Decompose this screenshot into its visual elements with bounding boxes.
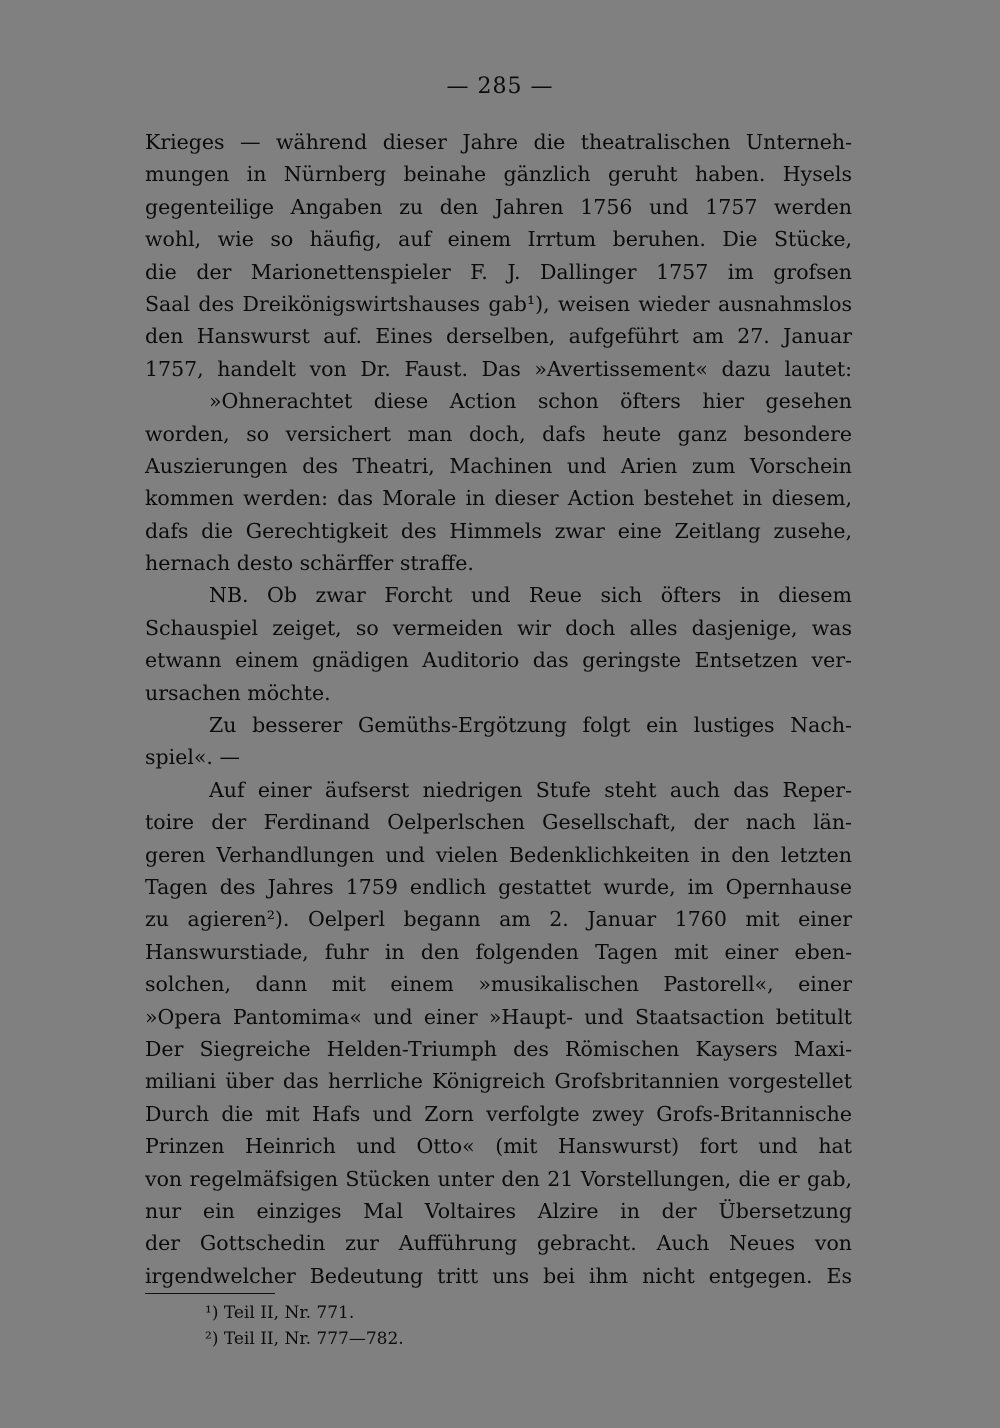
text-line: Hanswurstiade, fuhr in den folgenden Tagen mit einer eben- xyxy=(145,939,852,964)
footnotes xyxy=(205,1300,404,1352)
text-line: Schauspiel zeiget, so vermeiden wir doch alles dasjenige, was xyxy=(145,615,852,640)
text-line: toire der Ferdinand Oelperlschen Gesellschaft, der nach län- xyxy=(145,810,852,835)
text-line: NB. Ob zwar Forcht und Reue sich öfters in diesem xyxy=(209,583,852,608)
text-line: wohl, wie so häufig, auf einem Irrtum beruhen. Die Stücke, xyxy=(145,227,852,252)
text-line: irgendwelcher Bedeutung tritt uns bei ihm nicht entgegen. Es xyxy=(145,1263,852,1288)
footnote: ²) Teil II, Nr. 777—782. xyxy=(205,1329,404,1349)
text-line: Zu besserer Gemüths-Ergötzung folgt ein lustiges Nach- xyxy=(209,713,852,738)
text-line: nur ein einziges Mal Voltaires Alzire in der Übersetzung xyxy=(145,1198,852,1223)
footnote-separator xyxy=(145,1293,275,1294)
text-line: der Gottschedin zur Aufführung gebracht. Auch Neues von xyxy=(145,1231,852,1256)
body-text xyxy=(145,126,852,1292)
text-line: worden, so versichert man doch, dafs heute ganz besondere xyxy=(145,421,852,446)
text-line: den Hanswurst auf. Eines derselben, aufgeführt am 27. Januar xyxy=(145,324,852,349)
text-line: Tagen des Jahres 1759 endlich gestattet wurde, im Opernhause xyxy=(145,874,852,899)
page-number: — 285 — xyxy=(446,74,554,99)
text-line: Durch die mit Hafs und Zorn verfolgte zwey Grofs-Britannische xyxy=(145,1101,852,1126)
text-line: »Ohnerachtet diese Action schon öfters hier gesehen xyxy=(209,389,852,414)
text-line: miliani über das herrliche Königreich Grofsbritannien vorgestellet xyxy=(145,1069,852,1094)
text-line: Saal des Dreikönigswirtshauses gab¹), weisen wieder ausnahmslos xyxy=(145,291,852,316)
text-line: gegenteilige Angaben zu den Jahren 1756 und 1757 werden xyxy=(145,194,852,219)
text-line: Auf einer äufserst niedrigen Stufe steht auch das Reper- xyxy=(209,777,852,802)
text-line: geren Verhandlungen und vielen Bedenklichkeiten in den letzten xyxy=(145,842,852,867)
text-line: zu agieren²). Oelperl begann am 2. Januar 1760 mit einer xyxy=(145,907,852,932)
text-line: spiel«. — xyxy=(145,745,240,770)
text-line: dafs die Gerechtigkeit des Himmels zwar eine Zeitlang zusehe, xyxy=(145,518,852,543)
text-line: solchen, dann mit einem »musikalischen Pastorell«, einer xyxy=(145,972,852,997)
text-line: kommen werden: das Morale in dieser Action bestehet in diesem, xyxy=(145,486,852,511)
text-line: ursachen möchte. xyxy=(145,680,331,705)
text-line: mungen in Nürnberg beinahe gänzlich geruht haben. Hysels xyxy=(145,162,852,187)
text-line: Prinzen Heinrich und Otto« (mit Hanswurst) fort und hat xyxy=(145,1134,852,1159)
text-line: 1757, handelt von Dr. Faust. Das »Avertissement« dazu lautet: xyxy=(145,356,852,381)
text-line: von regelmäfsigen Stücken unter den 21 Vorstellungen, die er gab, xyxy=(145,1166,852,1191)
text-line: »Opera Pantomima« und einer »Haupt- und Staatsaction betitult xyxy=(145,1004,852,1029)
text-line: Krieges — während dieser Jahre die theatralischen Unterneh- xyxy=(145,130,852,154)
footnote: ¹) Teil II, Nr. 771. xyxy=(205,1303,355,1323)
text-line: etwann einem gnädigen Auditorio das geringste Entsetzen ver- xyxy=(145,648,852,673)
text-line: die der Marionettenspieler F. J. Dallinger 1757 im grofsen xyxy=(145,259,852,284)
text-line: Der Siegreiche Helden-Triumph des Römischen Kaysers Maxi- xyxy=(145,1036,852,1061)
text-line: hernach desto schärffer straffe. xyxy=(145,551,474,576)
text-line: Auszierungen des Theatri, Machinen und Arien zum Vorschein xyxy=(145,453,852,478)
